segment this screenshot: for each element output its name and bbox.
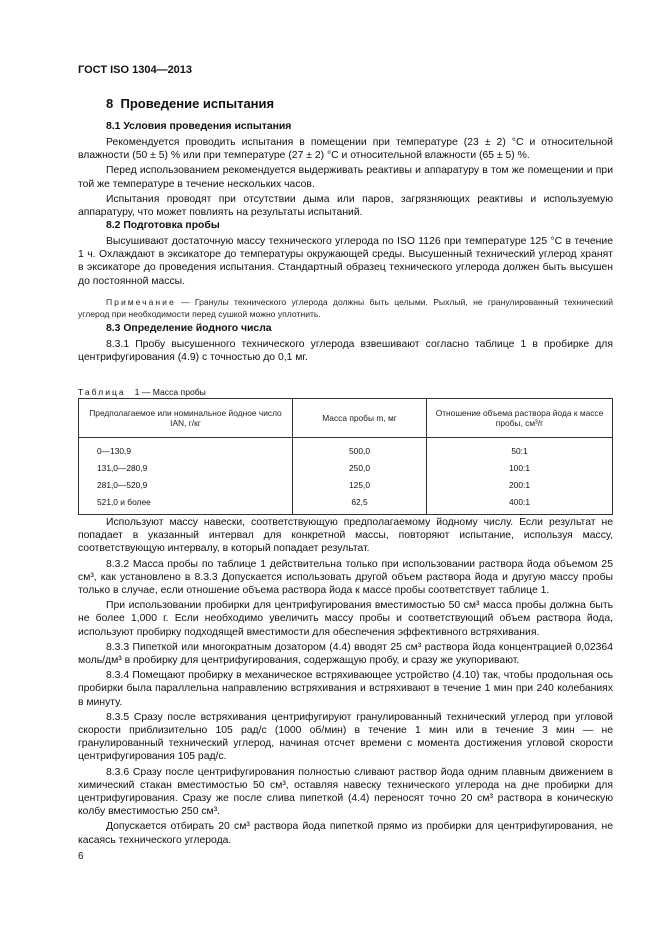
paragraph: Высушивают достаточную массу технического углерода по ISO 1126 при температуре 125 °С в течение 1 ч. Охлаждают в эксикаторе до температуры окружающей среды. Высушенный технический углерод хранят в эксикаторе до проведения испытания. Стандартный образец технического углерода должен быть высушен до постоянной массы.	[78, 236, 613, 287]
table-cell: 200:1	[427, 476, 613, 493]
table-1	[78, 398, 613, 515]
paragraph: 8.3.1 Пробу высушенного технического углерода взвешивают согласно таблице 1 в пробирке для центрифугирования (4.9) с точностью до 0,1 мг.	[78, 339, 613, 364]
after-table-text	[78, 516, 613, 847]
note-text: — Гранулы технического углерода должны быть целыми. Рыхлый, не гранулированный технический углерод при необходимости перед сушкой можно уплотнить.	[78, 296, 613, 319]
subsection-heading: 8.1 Условия проведения испытания	[106, 121, 292, 132]
document-header: ГОСТ ISO 1304—2013	[78, 64, 193, 76]
paragraph: Испытания проводят при отсутствии дыма или паров, загрязняющих реактивы и используемую аппаратуру, что может повлиять на результаты испытаний.	[78, 193, 613, 219]
data-table	[78, 398, 613, 515]
table-header-cell: Отношение объема раствора йода к массе пробы, см³/г	[427, 399, 613, 438]
table-cell: 125,0	[293, 476, 427, 493]
table-row	[79, 438, 613, 460]
subsection-heading: 8.3 Определение йодного числа	[106, 323, 272, 334]
note-label: Примечание	[106, 296, 176, 307]
paragraph: 8.3.4 Помещают пробирку в механическое встряхивающее устройство (4.10) так, чтобы продольная ось пробирки была параллельна направлению встряхивания и встряхивают в течение 1 мин при 240 колебаниях в минуту.	[78, 670, 613, 708]
paragraph: При использовании пробирки для центрифугирования вместимостью 50 см³ масса пробы должна быть не более 1,000 г. Если необходимо увеличить массу пробы и соответствующий объем раствора йода, используют пробирку подходящей вместимости для обеспечения эффективного встряхивания.	[78, 600, 613, 638]
table-cell: 131,0—280,9	[79, 459, 293, 476]
table-caption-label: Таблица	[78, 387, 126, 397]
table-cell: 500,0	[293, 438, 427, 460]
page-number: 6	[78, 851, 84, 862]
table-header-cell: Масса пробы m, мг	[293, 399, 427, 438]
table-row	[79, 476, 613, 493]
subsection-heading: 8.2 Подготовка пробы	[106, 220, 220, 231]
section-number: 8	[106, 96, 114, 111]
paragraph: 8.3.3 Пипеткой или многократным дозатором (4.4) вводят 25 см³ раствора йода концентрацией 0,02364 моль/дм³ в пробирку для центрифугирования, содержащую пробу, и сразу же укупоривают.	[78, 641, 613, 667]
paragraph: Допускается отбирать 20 см³ раствора йода пипеткой прямо из пробирки для центрифугирования, не касаясь технического углерода.	[78, 821, 613, 846]
table-header-cell: Предполагаемое или номинальное йодное число IAN, г/кг	[79, 399, 293, 438]
section-8-2	[78, 220, 613, 320]
table-cell: 250,0	[293, 459, 427, 476]
table-cell: 50:1	[427, 438, 613, 460]
table-cell: 521,0 и более	[79, 493, 293, 515]
table-row	[79, 459, 613, 476]
table-cell: 400:1	[427, 493, 613, 515]
note	[78, 296, 613, 320]
table-cell: 281,0—520,9	[79, 476, 293, 493]
table-caption-text: 1 — Масса пробы	[134, 387, 206, 397]
paragraph: 8.3.2 Масса пробы по таблице 1 действительна только при использовании раствора йода объемом 25 см³, как установлено в 8.3.3 Допускается использовать другой объем раствора йода и другую массу пробы только в случае, если отношение объема раствора йода к массе пробы соответствует таблице 1.	[78, 558, 613, 597]
table-cell: 0—130,9	[79, 438, 293, 460]
paragraph: Перед использованием рекомендуется выдерживать реактивы и аппаратуру в том же помещении и при той же температуре в течение нескольких часов.	[78, 165, 613, 190]
section-8-1	[78, 121, 613, 219]
paragraph: Используют массу навески, соответствующую предполагаемому йодному числу. Если результат не попадает в указанный интервал для конкретной массы, повторяют испытание, используя массу, соответствующую интервалу, в который попадает результат.	[78, 517, 613, 555]
paragraph: 8.3.5 Сразу после встряхивания центрифугируют гранулированный технический углерод при угловой скорости приблизительно 105 рад/с (1000 об/мин) в течение 1 мин или в течение 3 мин — не гранулированный технический углерод, начиная отсчет времени с момента достижения угловой скорости центрифугирования 105 рад/с.	[78, 711, 613, 763]
section-title	[106, 96, 274, 111]
table-header-row	[79, 399, 613, 438]
section-8-3	[78, 323, 613, 364]
table-cell: 100:1	[427, 459, 613, 476]
paragraph: 8.3.6 Сразу после центрифугирования полностью сливают раствор йода одним плавным движением в химический стакан вместимостью 50 см³, оставляя навеску технического углерода на дне пробирки для центрифугирования. Сразу же после слива пипеткой (4.4) переносят точно 20 см³ раствора в коническую колбу вместимостью 250 см³.	[78, 766, 613, 818]
section-title-text: Проведение испытания	[120, 96, 275, 111]
table-cell: 62,5	[293, 493, 427, 515]
table-row	[79, 493, 613, 515]
paragraph: Рекомендуется проводить испытания в помещении при температуре (23 ± 2) °С и относительной влажности (50 ± 5) % или при температуре (27 ± 2) °С и относительной влажности (65 ± 5) %.	[78, 137, 613, 162]
